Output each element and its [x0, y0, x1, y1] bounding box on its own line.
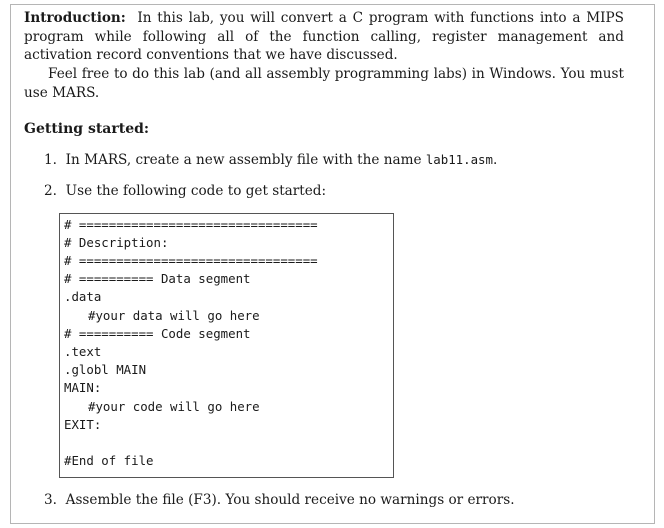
code-line: MAIN:: [64, 380, 102, 395]
list-item-tail: .: [492, 152, 498, 168]
code-line: # Description:: [64, 235, 169, 250]
code-line: #your data will go here: [88, 308, 260, 323]
getting-started-heading: Getting started:: [24, 121, 150, 137]
windows-paragraph: [24, 65, 624, 102]
code-line: EXIT:: [64, 417, 102, 432]
list-item-text: Assemble the file (F3). You should receive no warnings or errors.: [65, 492, 515, 508]
intro-paragraph: [24, 9, 624, 65]
list-item-text: Use the following code to get started:: [65, 183, 327, 199]
list-item: [44, 152, 497, 168]
list-item-text: In MARS, create a new assembly file with the name: [65, 152, 426, 168]
code-line: # ================================: [64, 253, 318, 268]
code-line: # ================================: [64, 217, 318, 232]
code-line: # ========== Data segment: [64, 271, 251, 286]
list-item: [44, 492, 515, 508]
intro-text: In this lab, you will convert a C program with functions into a MIPS program while following all of the function calling, register management and activation record conventions that we have discussed.: [24, 10, 624, 63]
code-line: #your code will go here: [88, 399, 260, 414]
list-item-number: 1.: [44, 152, 57, 168]
intro-label: Introduction:: [24, 10, 126, 26]
code-line: .data: [64, 289, 102, 304]
windows-text: Feel free to do this lab (and all assembly programming labs) in Windows. You must use MARS.: [24, 66, 624, 101]
code-line: #End of file: [64, 453, 154, 468]
list-item-number: 3.: [44, 492, 57, 508]
list-item: [44, 183, 326, 199]
code-line: # ========== Code segment: [64, 326, 251, 341]
list-item-number: 2.: [44, 183, 57, 199]
code-line: .text: [64, 344, 102, 359]
code-line: .globl MAIN: [64, 362, 147, 377]
filename: lab11.asm: [425, 152, 493, 167]
